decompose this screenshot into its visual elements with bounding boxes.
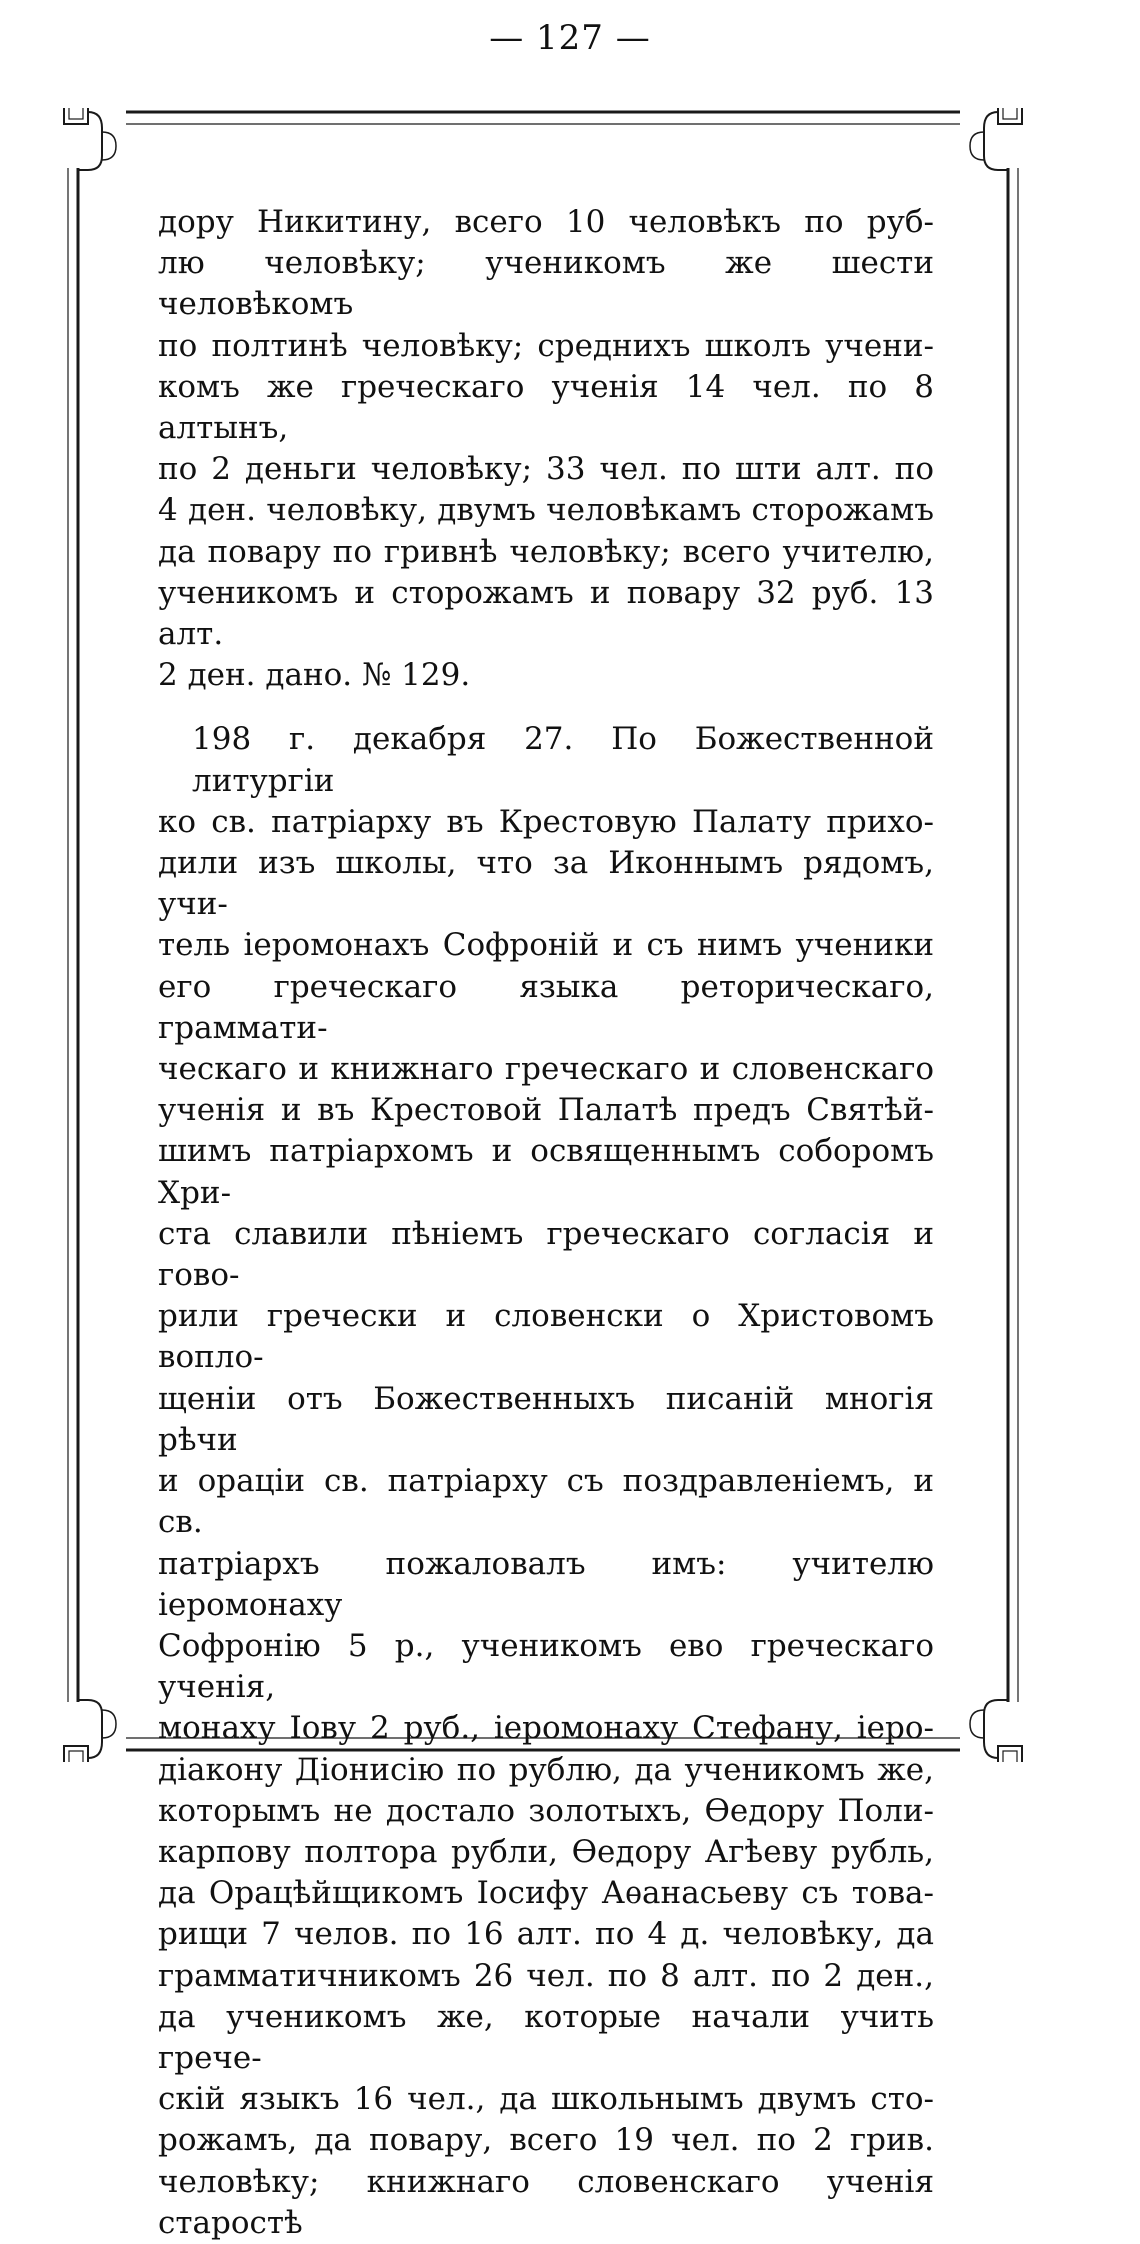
text-body: [158, 202, 934, 2244]
text-line: дили изъ школы, что за Иконнымъ рядомъ, учи-: [158, 845, 934, 923]
text-line: его греческаго языка реторическаго, граммати-: [158, 968, 934, 1046]
text-line: ко св. патріарху въ Крестовую Палату прихо-: [158, 803, 934, 840]
text-line: патріархъ пожаловалъ имъ: учителю іеромонаху: [158, 1545, 934, 1623]
text-line: да ученикомъ же, которые начали учить грече-: [158, 1998, 934, 2076]
text-line: рили гречески и словенски о Христовомъ вопло-: [158, 1298, 934, 1376]
text-line: 4 ден. человѣку, двумъ человѣкамъ сторожамъ: [158, 492, 934, 529]
text-line: тель іеромонахъ Софроній и съ нимъ ученики: [158, 927, 934, 964]
text-line: 198 г. декабря 27. По Божественной литургіи: [192, 721, 934, 799]
text-line: 2 ден. дано. № 129.: [158, 657, 471, 694]
corner-ornament-bottom-left: [64, 1700, 116, 1762]
text-line: комъ же греческаго ученія 14 чел. по 8 алтынъ,: [158, 368, 934, 447]
text-line: ста славили пѣніемъ греческаго согласія и гово-: [158, 1215, 934, 1294]
text-line: рожамъ, да повару, всего 19 чел. по 2 грив.: [158, 2122, 934, 2159]
text-line: которымъ не достало золотыхъ, Ѳедору Поли-: [158, 1792, 934, 1829]
text-line: да повару по гривнѣ человѣку; всего учителю,: [158, 533, 934, 570]
text-line: ученія и въ Крестовой Палатѣ предъ Святѣй-: [158, 1092, 934, 1129]
text-line: грамматичникомъ 26 чел. по 8 алт. по 2 ден.,: [158, 1957, 934, 1994]
text-line: ученикомъ и сторожамъ и повару 32 руб. 13 алт.: [158, 574, 934, 653]
text-line: по полтинѣ человѣку; среднихъ школъ учени-: [158, 327, 934, 364]
text-line: и ораціи св. патріарху съ поздравленіемъ, и св.: [158, 1463, 934, 1541]
text-line: карпову полтора рубли, Ѳедору Агѣеву рубль,: [158, 1833, 934, 1870]
text-line: рищи 7 челов. по 16 алт. по 4 д. человѣку, да: [158, 1916, 934, 1953]
text-line: человѣку; книжнаго словенскаго ученія старостѣ: [158, 2163, 934, 2241]
text-line: монаху Іову 2 руб., іеромонаху Стефану, іеро-: [158, 1710, 934, 1747]
text-line: лю человѣку; ученикомъ же шести человѣкомъ: [158, 245, 934, 323]
corner-ornament-top-left: [64, 108, 116, 170]
text-line: діакону Діонисію по рублю, да ученикомъ же,: [158, 1751, 934, 1788]
page-number: — 127 —: [489, 18, 651, 58]
text-line: шимъ патріархомъ и освященнымъ соборомъ Хри-: [158, 1133, 934, 1211]
text-line: щеніи отъ Божественныхъ писаній многія рѣчи: [158, 1380, 934, 1458]
corner-ornament-bottom-right: [970, 1700, 1022, 1762]
text-line: да Орацѣйщикомъ Іосифу Аѳанасьеву съ това-: [158, 1875, 934, 1912]
text-line: ческаго и книжнаго греческаго и словенскаго: [158, 1051, 934, 1088]
text-line: Софронію 5 р., ученикомъ ево греческаго ученія,: [158, 1627, 934, 1706]
text-line: по 2 деньги человѣку; 33 чел. по шти алт. по: [158, 451, 934, 488]
text-line: скій языкъ 16 чел., да школьнымъ двумъ сто-: [158, 2081, 934, 2118]
text-line: дору Никитину, всего 10 человѣкъ по руб-: [158, 204, 934, 240]
paragraph-gap: [158, 696, 934, 719]
corner-ornament-top-right: [970, 108, 1022, 170]
